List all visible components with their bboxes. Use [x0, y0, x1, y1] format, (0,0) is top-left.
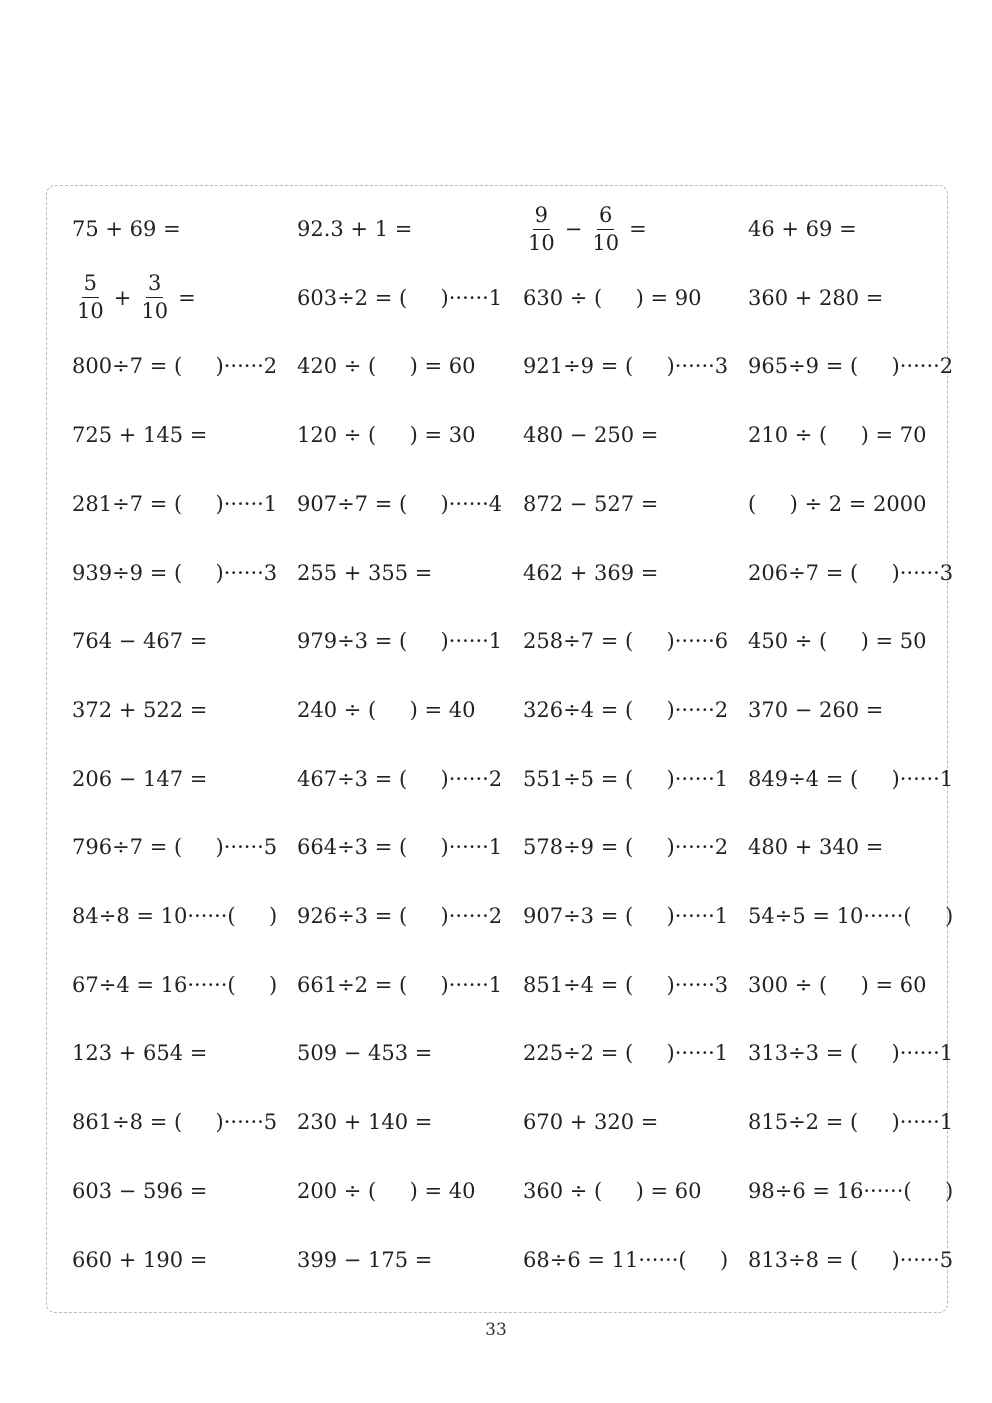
- problem-cell: 120 ÷ ( ) = 30: [297, 423, 476, 448]
- problem-cell: 926÷3 = ( )······2: [297, 904, 503, 928]
- problem-cell: 921÷9 = ( )······3: [523, 354, 729, 379]
- problem-cell: 664÷3 = ( )······1: [297, 835, 503, 860]
- fraction-denominator: 10: [141, 299, 169, 324]
- problem-cell: 225÷2 = ( )······1: [523, 1041, 729, 1066]
- equals-sign: =: [629, 217, 647, 241]
- problem-row: [72, 607, 972, 675]
- problem-cell: 603÷2 = ( )······1: [297, 285, 503, 310]
- problem-cell: 467÷3 = ( )······2: [297, 766, 503, 791]
- problem-cell: 907÷7 = ( )······4: [297, 491, 503, 516]
- fraction-denominator: 10: [592, 230, 620, 255]
- problem-row: [72, 813, 972, 881]
- fraction-numerator: 6: [597, 205, 614, 230]
- problem-cell: 630 ÷ ( ) = 90: [523, 285, 702, 310]
- problem-row: [72, 1157, 972, 1225]
- problem-cell: 281÷7 = ( )······1: [72, 491, 278, 516]
- operator: +: [113, 285, 132, 310]
- problem-row: [72, 951, 972, 1019]
- problem-cell: 849÷4 = ( )······1: [748, 766, 954, 791]
- problem-cell: 796÷7 = ( )······5: [72, 835, 278, 860]
- problem-cell: 939÷9 = ( )······3: [72, 560, 278, 585]
- problem-cell: 872 − 527 =: [523, 491, 659, 516]
- problem-cell: 360 ÷ ( ) = 60: [523, 1178, 702, 1203]
- problem-cell: [523, 195, 652, 263]
- problem-row: [72, 745, 972, 813]
- problem-cell: 54÷5 = 10······( ): [748, 904, 954, 928]
- problem-cell: 210 ÷ ( ) = 70: [748, 423, 927, 448]
- problem-row: [72, 470, 972, 538]
- problem-cell: 660 + 190 =: [72, 1247, 208, 1272]
- problem-cell: 206 − 147 =: [72, 766, 208, 791]
- problem-row: [72, 1019, 972, 1087]
- problem-cell: 851÷4 = ( )······3: [523, 972, 729, 997]
- problem-cell: 230 + 140 =: [297, 1110, 433, 1135]
- problem-row: [72, 264, 972, 332]
- problem-cell: 861÷8 = ( )······5: [72, 1110, 278, 1135]
- fraction: [590, 202, 621, 255]
- fraction: [139, 273, 170, 322]
- problem-cell: 84÷8 = 10······( ): [72, 904, 278, 928]
- problem-cell: 603 − 596 =: [72, 1178, 208, 1203]
- problem-row: [72, 882, 972, 950]
- fraction: [75, 273, 106, 322]
- operator: −: [564, 217, 583, 241]
- problem-cell: 661÷2 = ( )······1: [297, 972, 503, 997]
- problem-row: [72, 1226, 972, 1294]
- problem-cell: 551÷5 = ( )······1: [523, 766, 729, 791]
- fraction-numerator: 9: [533, 205, 550, 230]
- problem-cell: 907÷3 = ( )······1: [523, 904, 729, 928]
- fraction-numerator: 3: [146, 273, 163, 298]
- problem-cell: 255 + 355 =: [297, 560, 433, 585]
- problem-cell: 68÷6 = 11······( ): [523, 1247, 729, 1272]
- problem-cell: 813÷8 = ( )······5: [748, 1247, 954, 1272]
- problem-cell: ( ) ÷ 2 = 2000: [748, 491, 927, 516]
- problem-row: [72, 539, 972, 607]
- problem-cell: 725 + 145 =: [72, 423, 208, 448]
- problem-cell: 815÷2 = ( )······1: [748, 1110, 954, 1135]
- problem-cell: 258÷7 = ( )······6: [523, 629, 729, 654]
- problem-cell: 313÷3 = ( )······1: [748, 1041, 954, 1066]
- problem-cell: 123 + 654 =: [72, 1041, 208, 1066]
- problem-row: [72, 1088, 972, 1156]
- problem-cell: 399 − 175 =: [297, 1247, 433, 1272]
- problem-row: [72, 401, 972, 469]
- problem-row: [72, 332, 972, 400]
- problem-cell: 764 − 467 =: [72, 629, 208, 654]
- problem-cell: 979÷3 = ( )······1: [297, 629, 503, 654]
- problem-cell: 480 − 250 =: [523, 423, 659, 448]
- problem-cell: 670 + 320 =: [523, 1110, 659, 1135]
- problem-cell: 509 − 453 =: [297, 1041, 433, 1066]
- problem-cell: 360 + 280 =: [748, 285, 884, 310]
- problem-cell: 98÷6 = 16······( ): [748, 1178, 954, 1203]
- problem-cell: 206÷7 = ( )······3: [748, 560, 954, 585]
- problem-cell: 300 ÷ ( ) = 60: [748, 972, 927, 997]
- problem-cell: 578÷9 = ( )······2: [523, 835, 729, 860]
- problem-row: [72, 676, 972, 744]
- equals-sign: =: [178, 285, 196, 310]
- problem-cell: 420 ÷ ( ) = 60: [297, 354, 476, 379]
- fraction-numerator: 5: [82, 273, 99, 298]
- fraction: [526, 202, 557, 255]
- problem-row: [72, 195, 972, 263]
- page-number: 33: [485, 1320, 507, 1340]
- problem-cell: 75 + 69 =: [72, 217, 181, 241]
- problem-cell: 67÷4 = 16······( ): [72, 972, 278, 997]
- problem-cell: 462 + 369 =: [523, 560, 659, 585]
- problem-cell: 480 + 340 =: [748, 835, 884, 860]
- problem-cell: 965÷9 = ( )······2: [748, 354, 954, 379]
- problem-cell: 800÷7 = ( )······2: [72, 354, 278, 379]
- problem-cell: 200 ÷ ( ) = 40: [297, 1178, 476, 1203]
- problem-cell: 370 − 260 =: [748, 697, 884, 722]
- problem-cell: 450 ÷ ( ) = 50: [748, 629, 927, 654]
- problem-cell: 372 + 522 =: [72, 697, 208, 722]
- fraction-denominator: 10: [528, 230, 555, 255]
- problem-cell: 92.3 + 1 =: [297, 217, 413, 241]
- problem-cell: [72, 264, 201, 332]
- problem-cell: 46 + 69 =: [748, 217, 857, 241]
- fraction-denominator: 10: [77, 299, 104, 324]
- problem-cell: 326÷4 = ( )······2: [523, 697, 729, 722]
- problem-cell: 240 ÷ ( ) = 40: [297, 697, 476, 722]
